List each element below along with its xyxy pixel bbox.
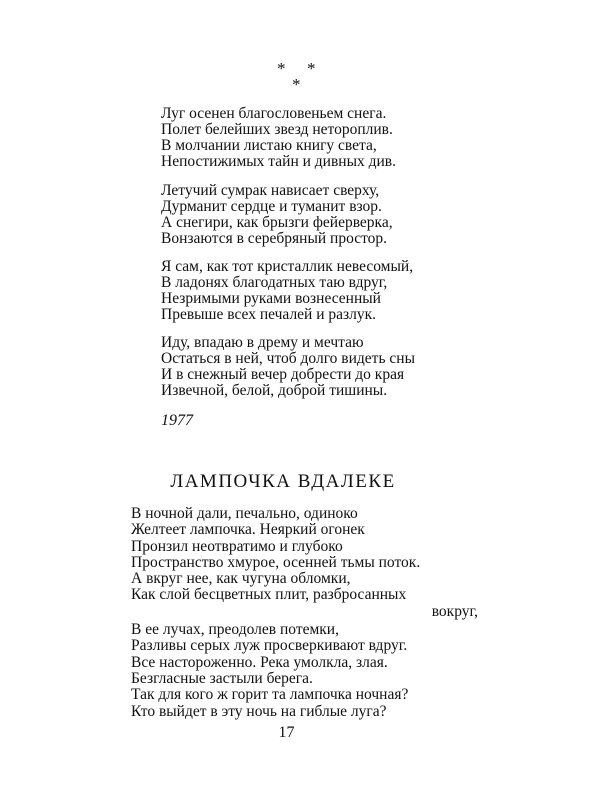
verse-line: Пронзил неотвратимо и глубоко [131, 537, 343, 555]
verse-line: В молчании листаю книгу света, [161, 137, 377, 154]
section-separator [0, 56, 606, 96]
verse-line: И в снежный вечер добрести до края [161, 366, 405, 383]
verse-line: В ладонях благодатных таю вдруг, [161, 274, 388, 291]
verse-line-continuation: вокруг, [431, 602, 478, 620]
verse-line: Кто выйдет в эту ночь на гиблые луга? [131, 702, 387, 720]
asterisk: * [277, 59, 286, 78]
verse-line: Остаться в ней, чтоб долго видеть сны [161, 350, 415, 367]
verse-line: А вкруг нее, как чугуна обломки, [131, 570, 351, 588]
verse-line: Превыше всех печалей и разлук. [161, 306, 377, 323]
poem1-stanza-1 [161, 106, 396, 170]
verse-line: Дурманит сердце и туманит взор. [161, 198, 382, 215]
poem2-body [131, 506, 478, 720]
verse-line: Разливы серых луж просверкивают вдруг. [131, 637, 408, 655]
verse-line: Летучий сумрак нависает сверху, [161, 182, 380, 199]
verse-line: А снегири, как брызги фейерверка, [161, 214, 393, 231]
poem1-stanza-2 [161, 183, 393, 247]
verse-line: Вонзаются в серебряный простор. [161, 230, 388, 247]
verse-line: В ее лучах, преодолев потемки, [131, 621, 339, 639]
verse-line: Иду, впадаю в дрему и мечтаю [161, 334, 364, 351]
verse-line: В ночной дали, печально, одиноко [131, 505, 358, 522]
poem1-stanza-3 [161, 259, 413, 323]
asterisk: * [307, 59, 316, 78]
verse-line: Безгласные застыли берега. [131, 669, 313, 687]
verse-line: Желтеет лампочка. Неяркий огонек [131, 521, 365, 539]
verse-line: Извечной, белой, доброй тишины. [161, 382, 388, 399]
verse-line: Так для кого ж горит та лампочка ночная? [131, 686, 409, 704]
poem1-stanza-4 [161, 335, 415, 399]
asterisk: * [292, 75, 301, 94]
verse-line: Как слой бесцветных плит, разбросанных [131, 586, 407, 604]
poem-title: ЛАМПОЧКА ВДАЛЕКЕ [170, 471, 396, 492]
verse-line: Полет белейших звезд нетороплив. [161, 121, 393, 138]
verse-line: Все настороженно. Река умолкла, злая. [131, 653, 388, 671]
verse-line: Я сам, как тот кристаллик невесомый, [161, 258, 414, 275]
verse-line: Непостижимых тайн и дивных див. [161, 153, 396, 170]
verse-line: Пространство хмурое, осенней тьмы поток. [131, 553, 421, 571]
verse-line: Луг осенен благословеньем снега. [161, 105, 387, 122]
verse-line: Незримыми руками вознесенный [161, 290, 381, 307]
page-number: 17 [278, 724, 295, 741]
poem-year: 1977 [161, 412, 193, 429]
